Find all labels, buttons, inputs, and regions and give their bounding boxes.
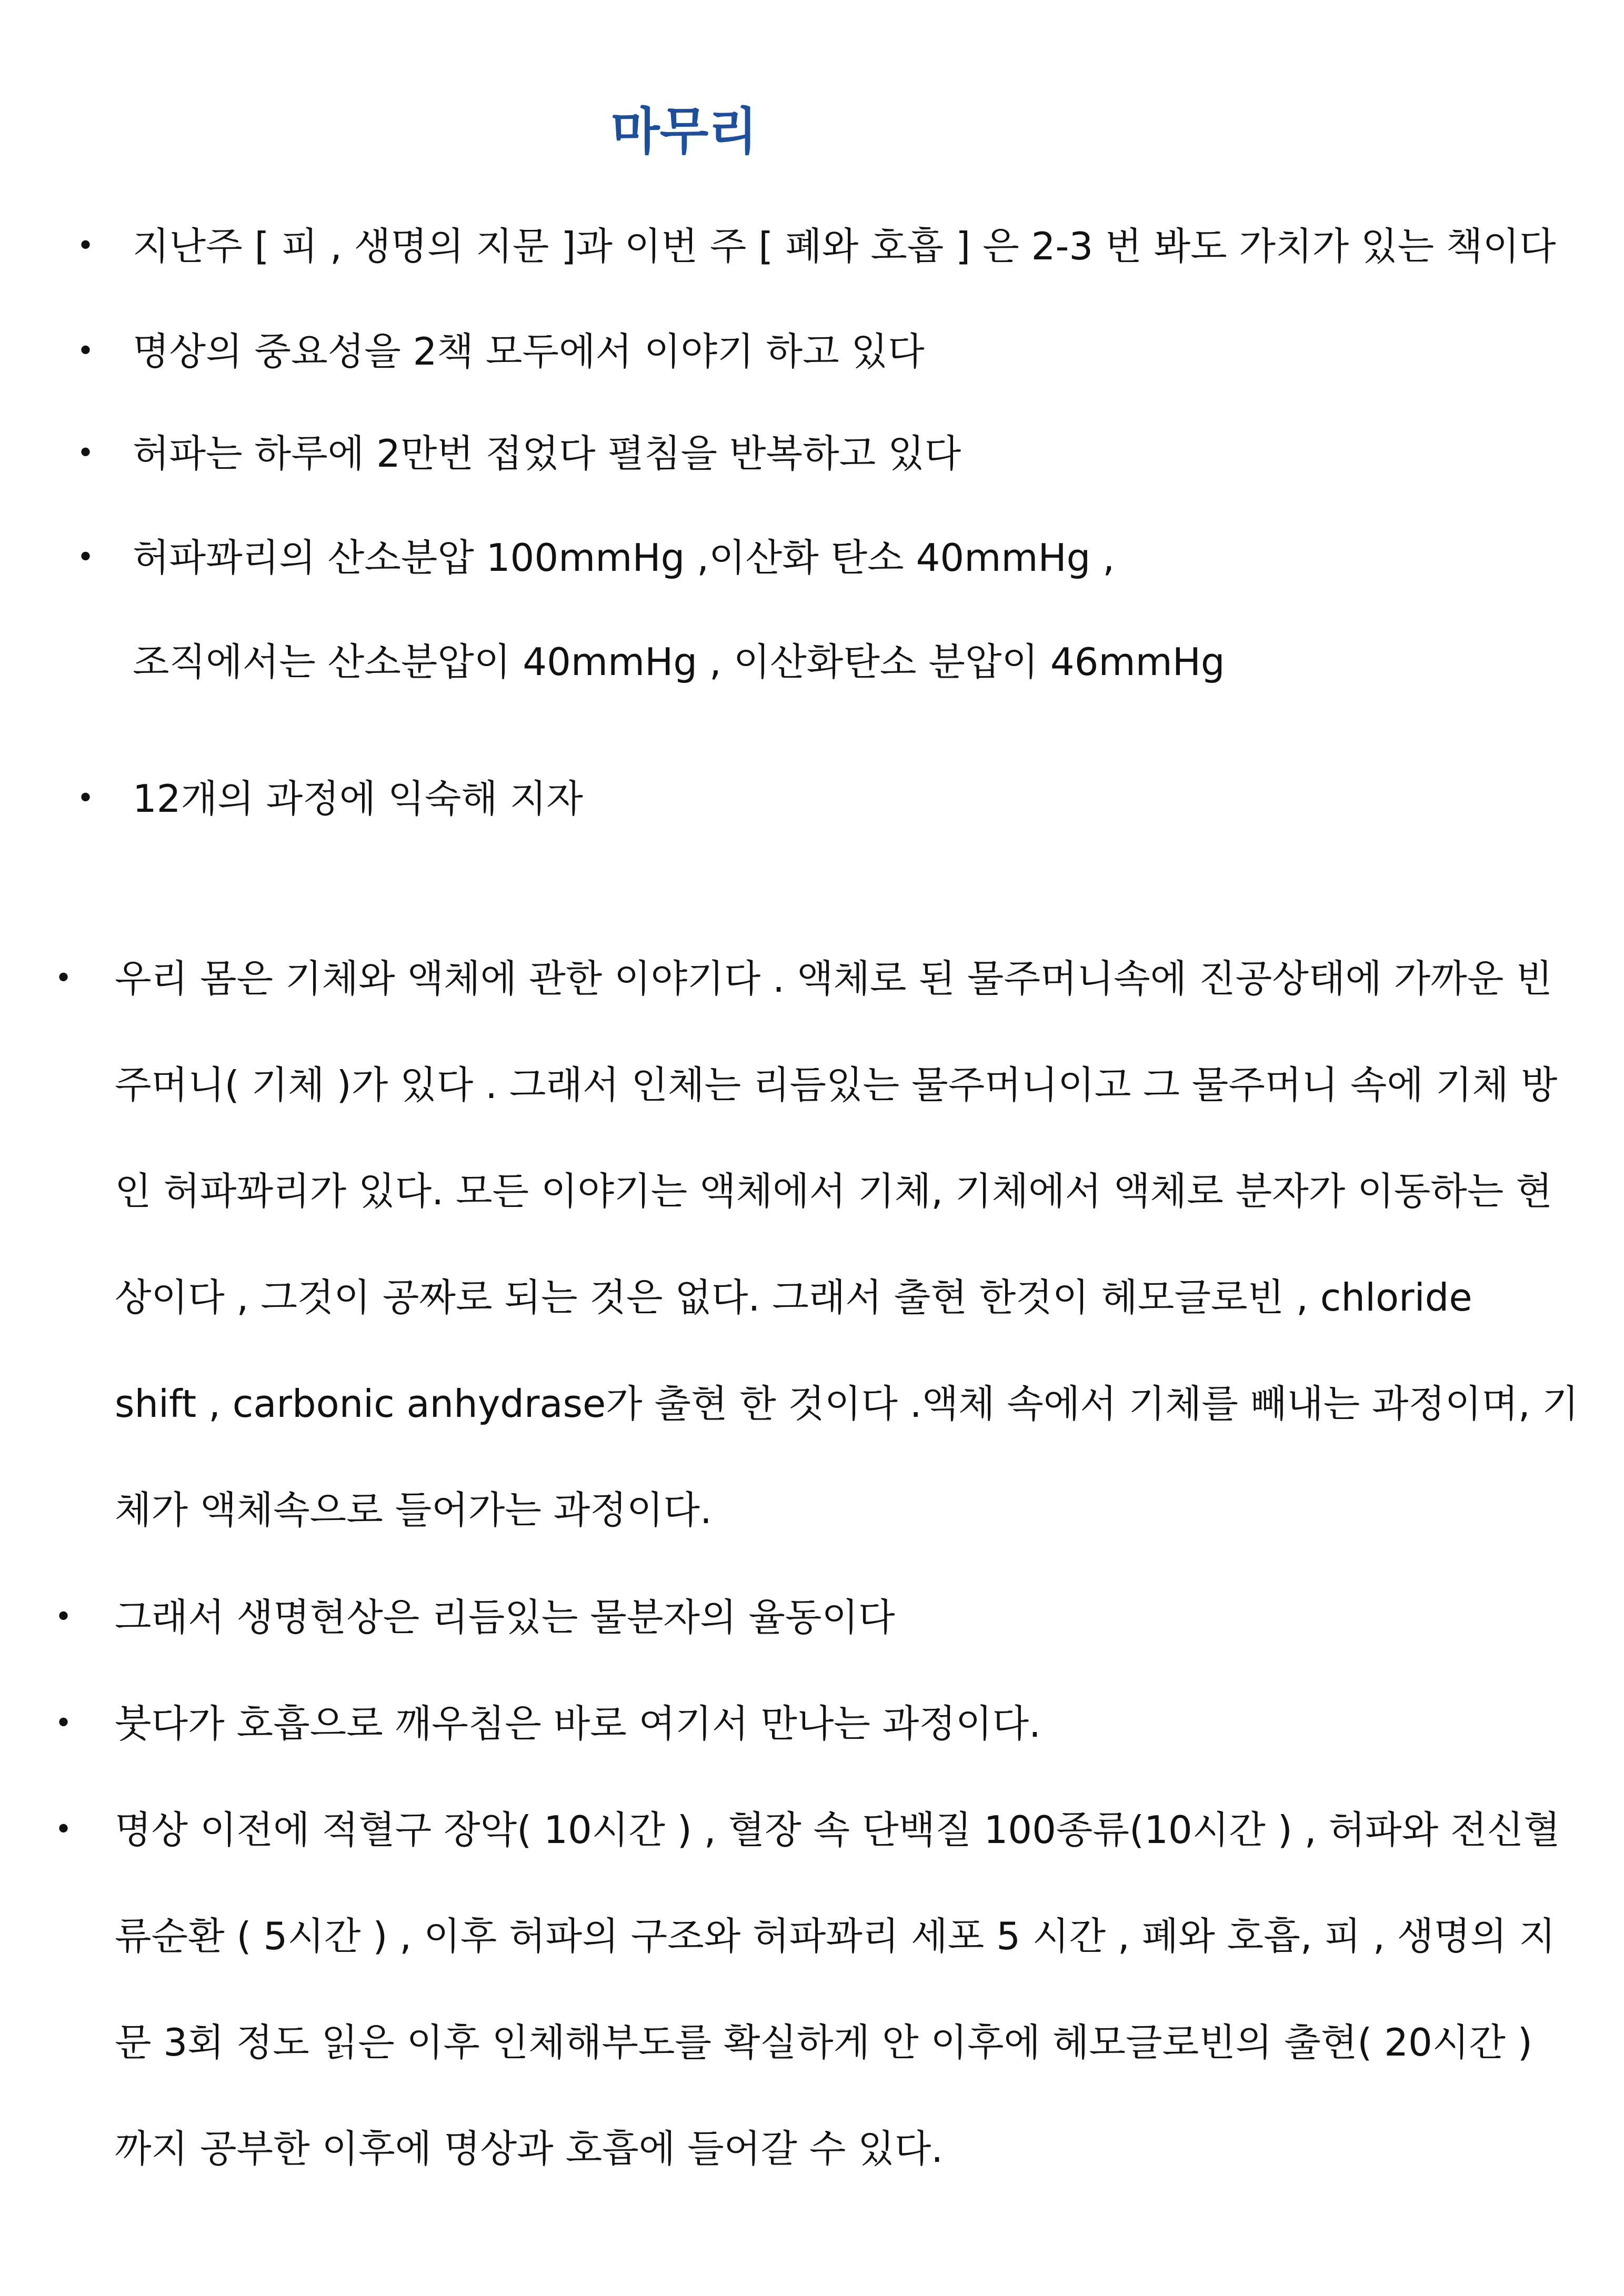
list-item: 명상의 중요성을 2책 모두에서 이야기 하고 있다 (133, 329, 925, 374)
list-item-continuation: 체가 액체속으로 들어가는 과정이다. (115, 1488, 712, 1532)
list-item-continuation: 상이다 , 그것이 공짜로 되는 것은 없다. 그래서 출현 한것이 헤모글로빈 , chloride (115, 1275, 1472, 1320)
list-item-continuation: 주머니( 기체 )가 있다 . 그래서 인체는 리듬있는 물주머니이고 그 물주머니 속에 기체 방 (115, 1063, 1558, 1107)
bullet-marker: • (77, 229, 95, 263)
list-item: 허파는 하루에 2만번 접었다 펼침을 반복하고 있다 (133, 431, 961, 476)
list-item: 명상 이전에 적혈구 장악( 10시간 ) , 혈장 속 단백질 100종류(10시간 ) , 허파와 전신혈 (115, 1808, 1560, 1852)
list-item: 지난주 [ 피 , 생명의 지문 ]과 이번 주 [ 폐와 호흡 ] 은 2-3 번 봐도 가치가 있는 책이다 (133, 224, 1556, 268)
bullet-marker: • (55, 961, 73, 995)
list-item: 그래서 생명현상은 리듬있는 물분자의 율동이다 (115, 1595, 895, 1639)
list-item-continuation: 인 허파꽈리가 있다. 모든 이야기는 액체에서 기체, 기체에서 액체로 분자가 이동하는 현 (115, 1169, 1552, 1213)
list-item-continuation: 류순환 ( 5시간 ) , 이후 허파의 구조와 허파꽈리 세포 5 시간 , 폐와 호흡, 피 , 생명의 지 (115, 1914, 1556, 1958)
list-item-continuation: 문 3회 정도 읽은 이후 인체해부도를 확실하게 안 이후에 헤모글로빈의 출현( 20시간 ) (115, 2020, 1532, 2065)
list-item: 붓다가 호흡으로 깨우침은 바로 여기서 만나는 과정이다. (115, 1701, 1041, 1746)
list-item: 허파꽈리의 산소분압 100mmHg ,이산화 탄소 40mmHg , (133, 536, 1115, 580)
bullet-marker: • (55, 1706, 73, 1740)
page-title: 마무리 (610, 102, 758, 161)
list-item: 우리 몸은 기체와 액체에 관한 이야기다 . 액체로 된 물주머니속에 진공상태에 가까운 빈 (115, 956, 1552, 1001)
bullet-marker: • (77, 436, 95, 470)
list-item-continuation: 까지 공부한 이후에 명상과 호흡에 들어갈 수 있다. (115, 2127, 944, 2171)
bullet-marker: • (55, 1600, 73, 1634)
bullet-marker: • (55, 1812, 73, 1847)
list-item: 12개의 과정에 익숙해 지자 (133, 777, 583, 821)
bullet-marker: • (77, 540, 95, 575)
bullet-marker: • (77, 781, 95, 815)
list-item-continuation: shift , carbonic anhydrase가 출현 한 것이다 .액체 속에서 기체를 빼내는 과정이며, 기 (115, 1382, 1579, 1426)
list-item-continuation: 조직에서는 산소분압이 40mmHg , 이산화탄소 분압이 46mmHg (133, 640, 1225, 684)
bullet-marker: • (77, 334, 95, 368)
